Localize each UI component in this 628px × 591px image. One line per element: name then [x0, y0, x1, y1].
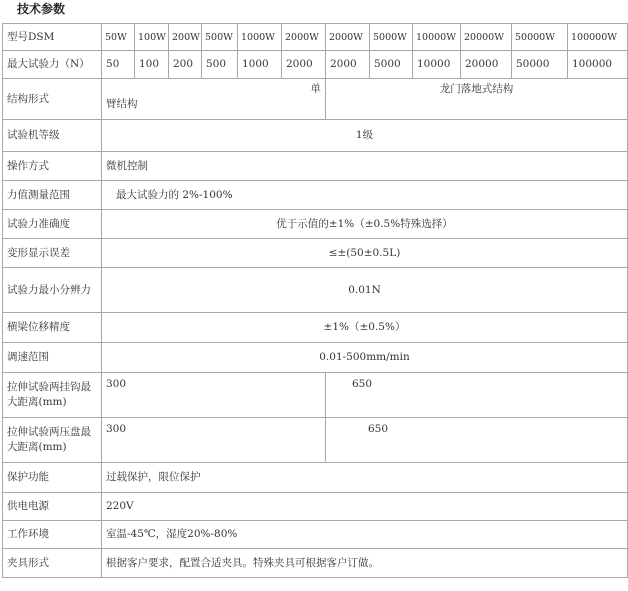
power-value: 220V: [102, 493, 628, 521]
compress-plate-right: 650: [326, 418, 628, 463]
beam-accuracy-row: [3, 313, 628, 343]
grade-label: 试验机等级: [3, 120, 102, 152]
structure-row: [3, 79, 628, 120]
protection-row: [3, 463, 628, 493]
max-force-cell: 100000: [568, 51, 628, 79]
force-accuracy-value: 优于示值的±1%（±0.5%特殊选择）: [102, 210, 628, 239]
deform-error-value: ≤±(50±0.5L): [102, 239, 628, 268]
compress-plate-left: 300: [102, 418, 326, 463]
max-force-cell: 200: [169, 51, 202, 79]
max-force-cell: 5000: [370, 51, 413, 79]
max-force-cell: 1000: [238, 51, 282, 79]
min-resolution-label: 试验力最小分辨力: [3, 268, 102, 313]
environment-row: [3, 521, 628, 549]
model-cell: 1000W: [238, 24, 282, 51]
max-force-cell: 50000: [512, 51, 568, 79]
force-range-row: [3, 181, 628, 210]
max-force-row: [3, 51, 628, 79]
clamp-row: [3, 549, 628, 578]
environment-value: 室温-45℃，湿度20%-80%: [102, 521, 628, 549]
tension-hook-right: 650: [326, 373, 628, 418]
model-row: [3, 24, 628, 51]
tension-hook-label: 拉伸试验两挂钩最大距离(mm): [3, 373, 102, 418]
power-row: [3, 493, 628, 521]
max-force-label: 最大试验力（N）: [3, 51, 102, 79]
max-force-cell: 2000: [282, 51, 326, 79]
model-cell: 5000W: [370, 24, 413, 51]
speed-range-value: 0.01-500mm/min: [102, 343, 628, 373]
compress-plate-row: [3, 418, 628, 463]
min-resolution-value: 0.01N: [102, 268, 628, 313]
max-force-cell: 10000: [413, 51, 461, 79]
protection-value: 过载保护，限位保护: [102, 463, 628, 493]
power-label: 供电电源: [3, 493, 102, 521]
page-title: 技术参数: [17, 2, 66, 16]
operation-value: 微机控制: [102, 152, 628, 181]
max-force-cell: 100: [135, 51, 169, 79]
operation-row: [3, 152, 628, 181]
force-range-value: 最大试验力的 2%-100%: [102, 181, 628, 210]
model-cell: 100W: [135, 24, 169, 51]
deform-error-label: 变形显示误差: [3, 239, 102, 268]
clamp-label: 夹具形式: [3, 549, 102, 578]
force-accuracy-row: [3, 210, 628, 239]
model-cell: 2000W: [282, 24, 326, 51]
force-range-label: 力值测量范围: [3, 181, 102, 210]
model-cell: 200W: [169, 24, 202, 51]
structure-right: 龙门落地式结构: [326, 79, 628, 120]
max-force-cell: 50: [102, 51, 135, 79]
force-accuracy-label: 试验力准确度: [3, 210, 102, 239]
model-cell: 50000W: [512, 24, 568, 51]
compress-plate-label: 拉伸试验两压盘最大距离(mm): [3, 418, 102, 463]
structure-label: 结构形式: [3, 79, 102, 120]
structure-cantilever: [102, 79, 326, 120]
min-resolution-row: [3, 268, 628, 313]
structure-left-a: 单: [310, 83, 321, 95]
structure-left-b: 臂结构: [106, 98, 138, 110]
model-cell: 20000W: [461, 24, 512, 51]
deform-error-row: [3, 239, 628, 268]
beam-accuracy-value: ±1%（±0.5%）: [102, 313, 628, 343]
spec-table: [2, 23, 628, 578]
model-label: 型号DSM: [3, 24, 102, 51]
environment-label: 工作环境: [3, 521, 102, 549]
grade-value: 1级: [102, 120, 628, 152]
model-cell: 10000W: [413, 24, 461, 51]
speed-range-label: 调速范围: [3, 343, 102, 373]
clamp-value: 根据客户要求，配置合适夹具。特殊夹具可根据客户订做。: [102, 549, 628, 578]
tension-hook-left: 300: [102, 373, 326, 418]
speed-range-row: [3, 343, 628, 373]
max-force-cell: 500: [202, 51, 238, 79]
tension-hook-row: [3, 373, 628, 418]
model-cell: 500W: [202, 24, 238, 51]
beam-accuracy-label: 横梁位移精度: [3, 313, 102, 343]
model-cell: 2000W: [326, 24, 370, 51]
model-cell: 100000W: [568, 24, 628, 51]
model-cell: 50W: [102, 24, 135, 51]
max-force-cell: 2000: [326, 51, 370, 79]
operation-label: 操作方式: [3, 152, 102, 181]
grade-row: [3, 120, 628, 152]
max-force-cell: 20000: [461, 51, 512, 79]
protection-label: 保护功能: [3, 463, 102, 493]
